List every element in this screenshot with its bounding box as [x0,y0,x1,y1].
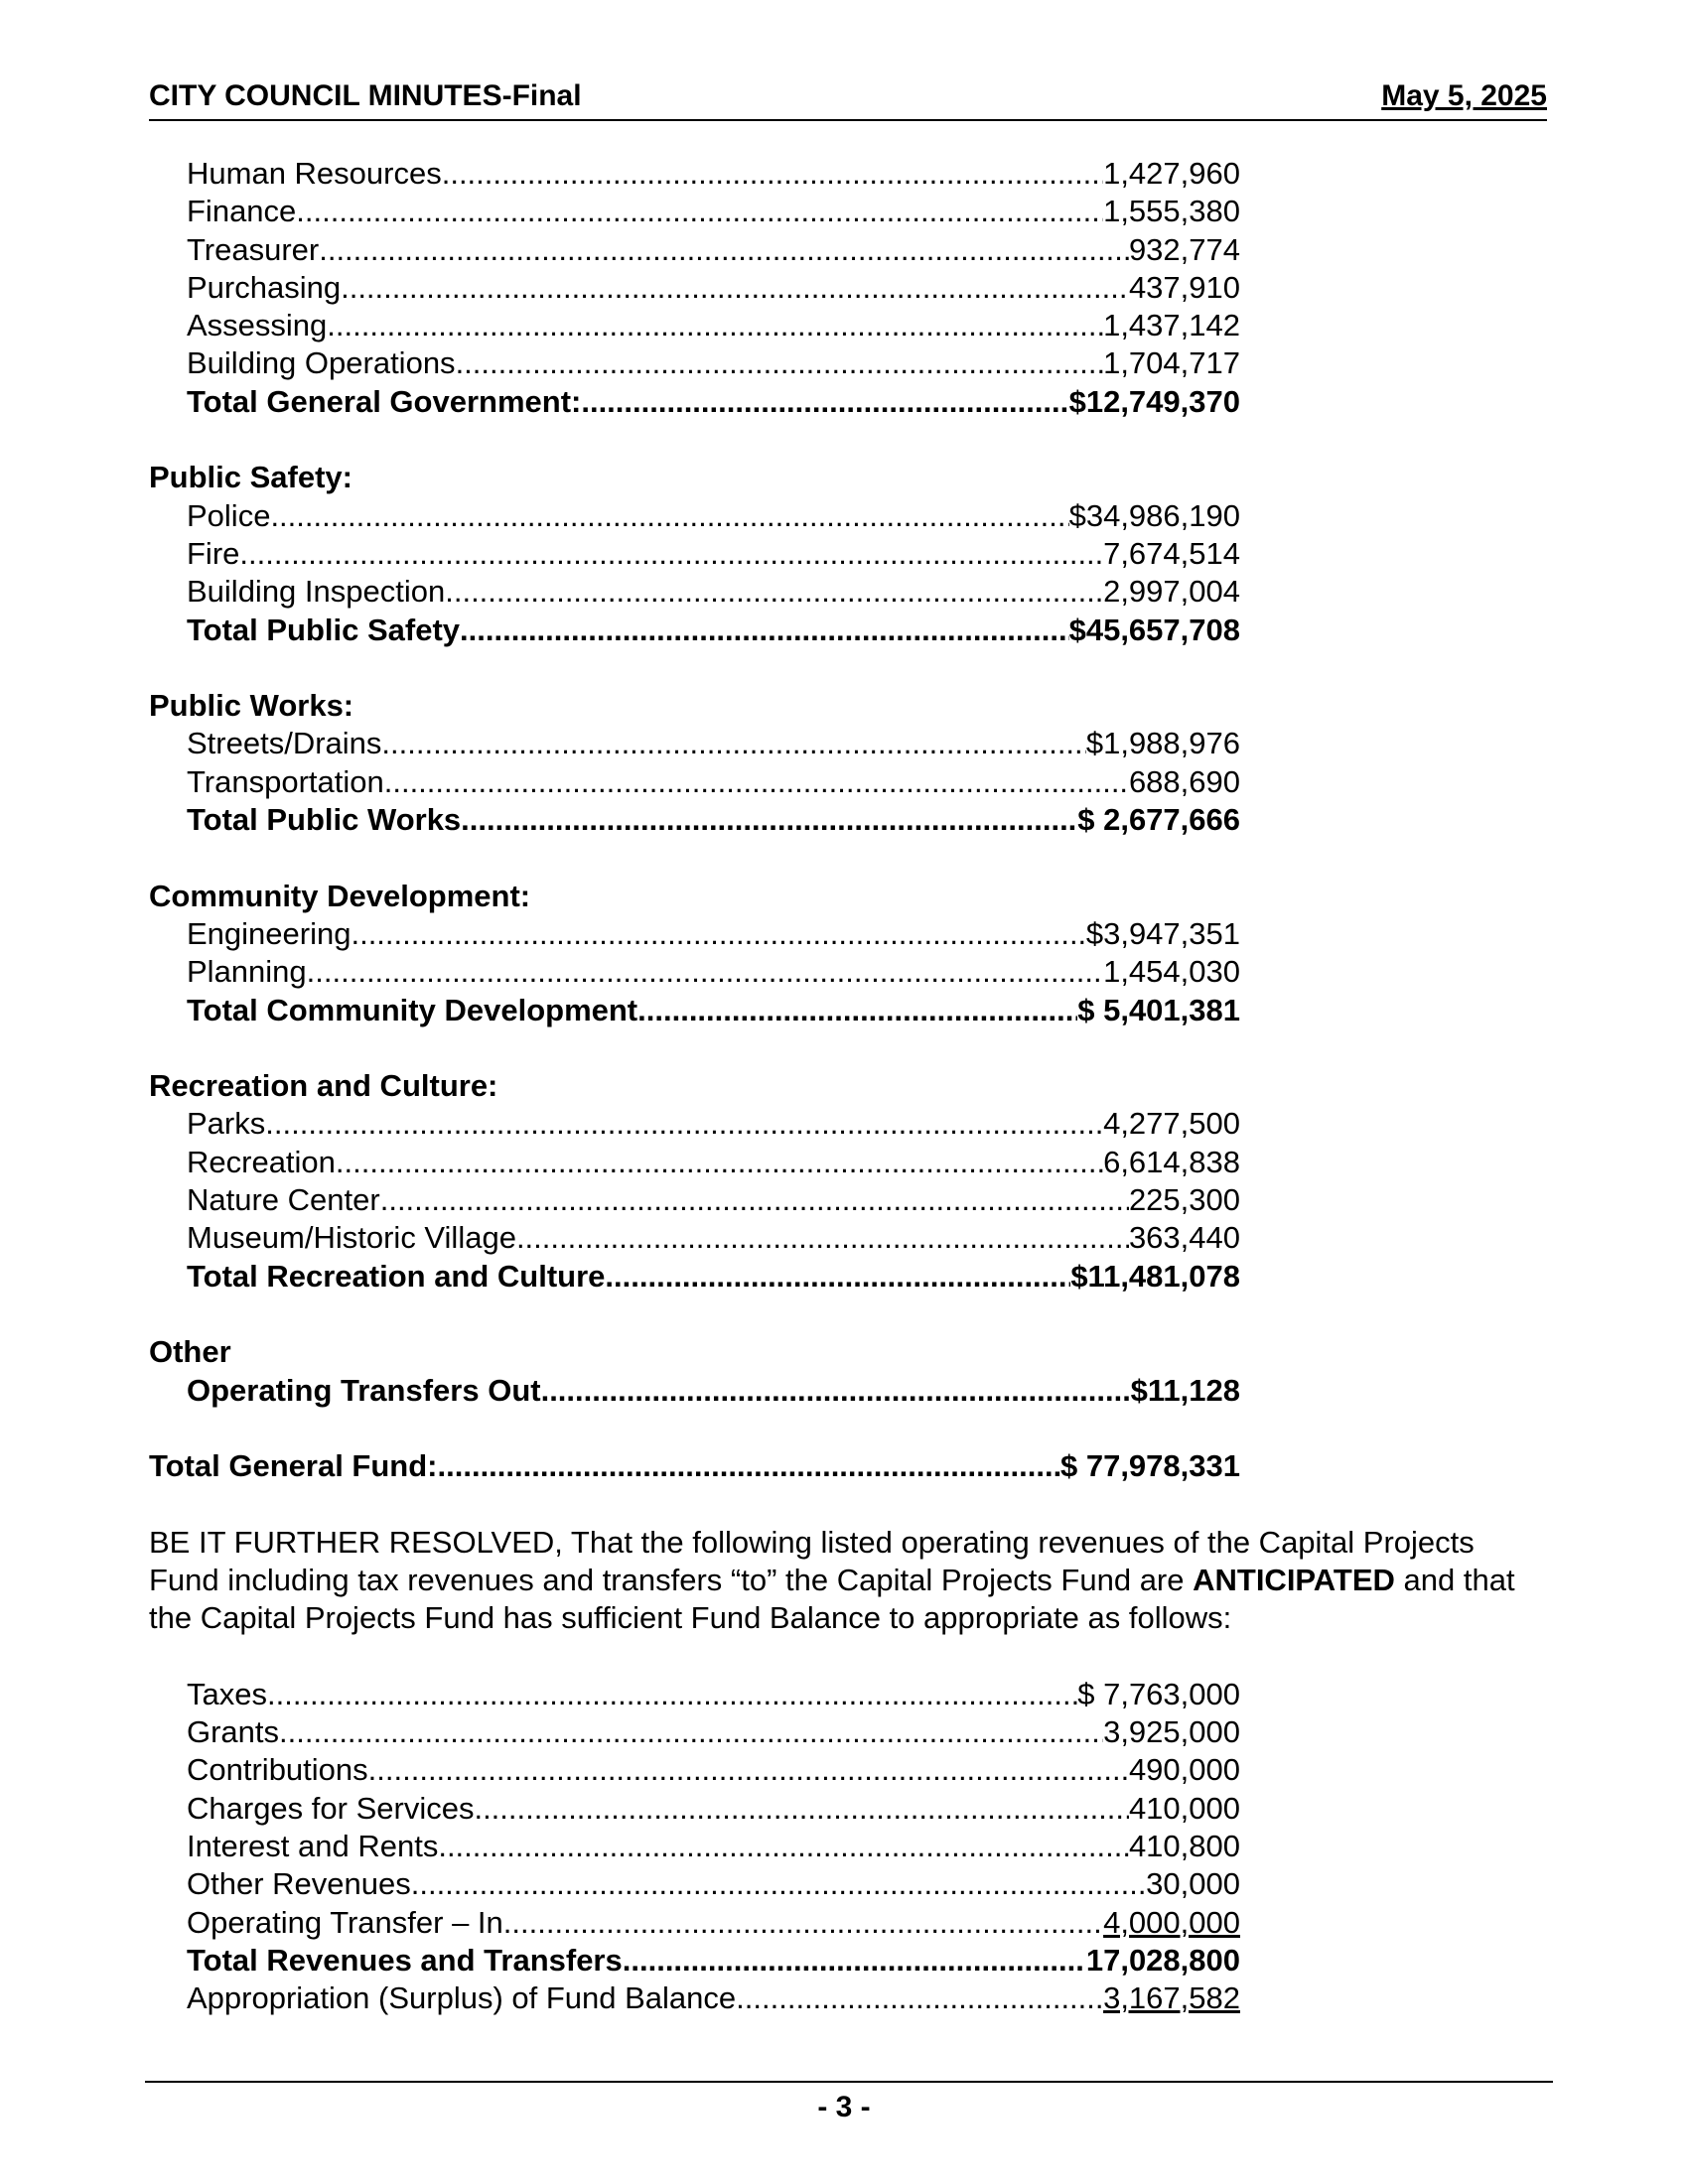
section-heading-community-development: Community Development: [149,878,531,913]
appropriation-of-fund-balance: Appropriation (Surplus) of Fund Balance ..... 3,167,582 [187,1979,1240,2017]
line-item: Museum/Historic Village ..... 363,440 [187,1219,1240,1257]
total-public-works: Total Public Works ..... $ 2,677,666 [187,801,1240,839]
minutes-body [149,155,1559,2018]
total-public-safety: Total Public Safety ..... $45,657,708 [187,612,1240,649]
line-item: Engineering ..... $3,947,351 [187,915,1240,953]
line-item: Transportation ..... 688,690 [187,763,1240,801]
resolution-paragraph: BE IT FURTHER RESOLVED, That the following listed operating revenues of the Capital Projects Fund including tax revenues and transfers “to” the Capital Projects Fund are ANTICIPATED and that the Capital Projects Fund has sufficient Fund Balance to appropriate as follows: [149,1524,1515,1636]
document-title: CITY COUNCIL MINUTES-Final [149,79,582,112]
line-item: Building Operations ..... 1,704,717 [187,344,1240,382]
document-date: May 5, 2025 [1381,79,1547,112]
page-header [149,79,1547,121]
section-heading-public-safety: Public Safety: [149,460,352,495]
line-item: Streets/Drains ..... $1,988,976 [187,725,1240,762]
section-heading-public-works: Public Works: [149,688,354,724]
line-item: Human Resources ..... 1,427,960 [187,155,1240,193]
total-operating-transfers-out: Operating Transfers Out ..... $11,128 [187,1372,1240,1410]
line-item: Police ..... $34,986,190 [187,497,1240,535]
total-revenues-and-transfers: Total Revenues and Transfers ..... 17,028,800 [187,1942,1240,1979]
line-item: Assessing ..... 1,437,142 [187,307,1240,344]
line-item: Purchasing ..... 437,910 [187,269,1240,307]
line-item: Planning ..... 1,454,030 [187,953,1240,991]
line-item: Building Inspection ..... 2,997,004 [187,573,1240,611]
line-item: Other Revenues ..... 30,000 [187,1865,1240,1903]
section-heading-other: Other [149,1334,231,1370]
line-item: Finance ..... 1,555,380 [187,193,1240,230]
total-general-government: Total General Government: ..... $12,749,370 [187,383,1240,421]
line-item: Charges for Services ..... 410,000 [187,1790,1240,1828]
line-item: Contributions ..... 490,000 [187,1751,1240,1789]
line-item: Fire ..... 7,674,514 [187,535,1240,573]
resolution-emphasis: ANTICIPATED [1193,1562,1395,1597]
total-recreation-and-culture: Total Recreation and Culture ..... $11,481,078 [187,1258,1240,1296]
footer-divider [145,2081,1553,2083]
line-item: Treasurer ..... 932,774 [187,231,1240,269]
total-general-fund: Total General Fund: ..... $ 77,978,331 [149,1447,1240,1485]
line-item: Interest and Rents ..... 410,800 [187,1828,1240,1865]
line-item: Grants ..... 3,925,000 [187,1713,1240,1751]
line-item: Operating Transfer – In ..... 4,000,000 [187,1904,1240,1942]
total-community-development: Total Community Development ..... $ 5,401,381 [187,992,1240,1029]
line-item: Recreation ..... 6,614,838 [187,1144,1240,1181]
line-item: Parks ..... 4,277,500 [187,1105,1240,1143]
page-number: - 3 - [817,2091,871,2123]
line-item: Taxes ..... $ 7,763,000 [187,1676,1240,1713]
section-heading-recreation: Recreation and Culture: [149,1068,498,1104]
line-item: Nature Center ..... 225,300 [187,1181,1240,1219]
